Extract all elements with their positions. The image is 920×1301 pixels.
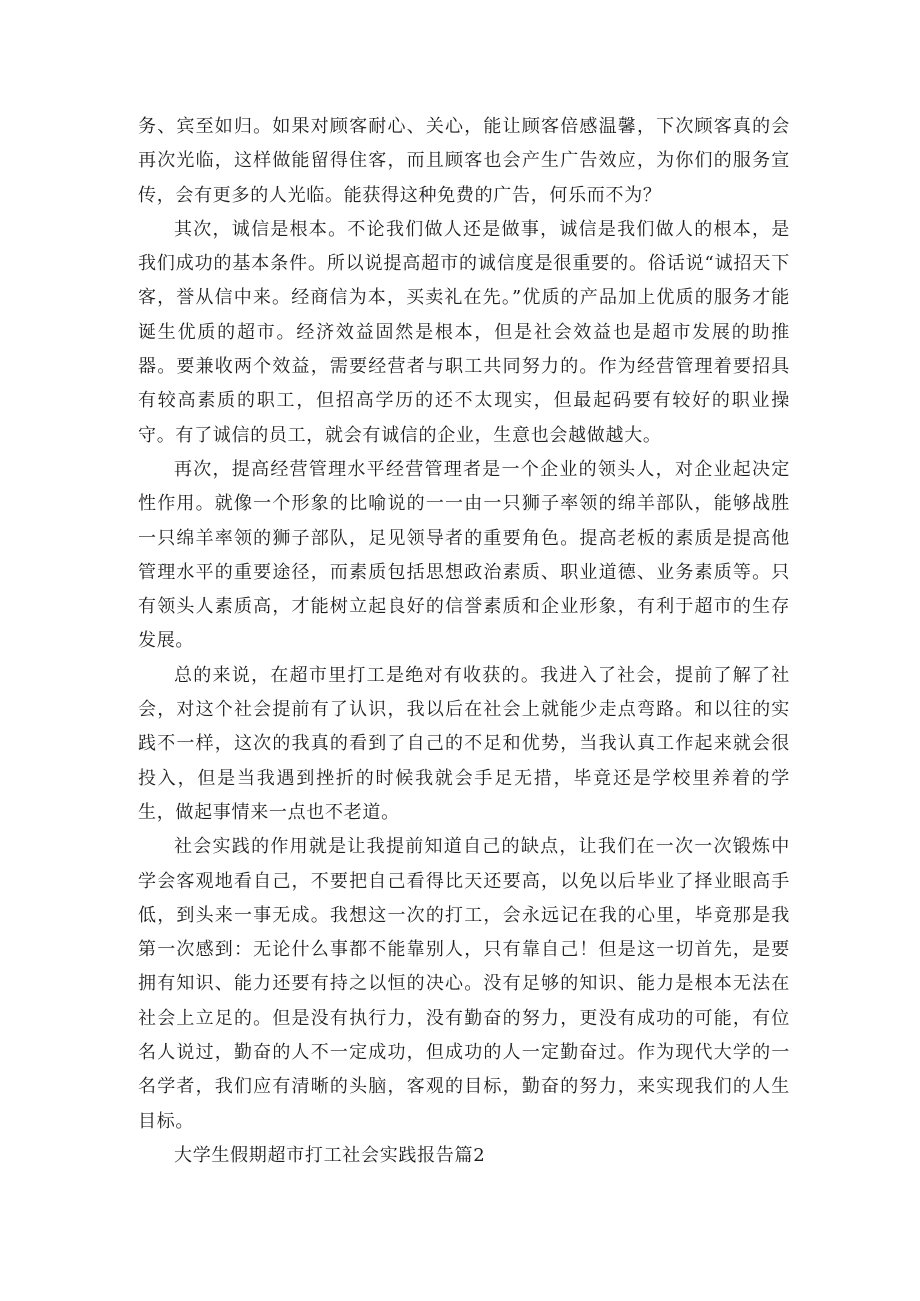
paragraph-management: 再次，提高经营管理水平经营管理者是一个企业的领头人，对企业起决定性作用。就像一个形象的比喻说的一一由一只狮子率领的绵羊部队，能够战胜一只绵羊率领的狮子部队，足见领导者的重要角色。提高老板的素质是提高他管理水平的重要途径，而素质包括思想政治素质、职业道德、业务素质等。只有领头人素质高，才能树立起良好的信誉素质和企业形象，有利于超市的生存发展。 <box>138 458 790 652</box>
paragraph-summary: 总的来说，在超市里打工是绝对有收获的。我进入了社会，提前了解了社会，对这个社会提前有了认识，我以后在社会上就能少走点弯路。和以往的实践不一样，这次的我真的看到了自己的不足和优势，当我认真工作起来就会很投入，但是当我遇到挫折的时候我就会手足无措，毕竟还是学校里养着的学生，做起事情来一点也不老道。 <box>138 664 790 823</box>
paragraph-integrity: 其次，诚信是根本。不论我们做人还是做事，诚信是我们做人的根本，是我们成功的基本条件。所以说提高超市的诚信度是很重要的。俗话说“诚招天下客，誉从信中来。经商信为本，买卖礼在先。”优质的产品加上优质的服务才能诞生优质的超市。经济效益固然是根本，但是社会效益也是超市发展的助推器。要兼收两个效益，需要经营者与职工共同努力的。作为经营管理着要招具有较高素质的职工，但招高学历的还不太现实，但最起码要有较好的职业操守。有了诚信的员工，就会有诚信的企业，生意也会越做越大。 <box>138 218 790 446</box>
paragraph-practice: 社会实践的作用就是让我提前知道自己的缺点，让我们在一次一次锻炼中学会客观地看自己，不要把自己看得比天还要高，以免以后毕业了择业眼高手低，到头来一事无成。我想这一次的打工，会永远记在我的心里，毕竟那是我第一次感到：无论什么事都不能靠别人，只有靠自己！但是这一切首先，是要拥有知识、能力还要有持之以恒的决心。没有足够的知识、能力是根本无法在社会上立足的。但是没有执行力，没有勤奋的努力，更没有成功的可能，有位名人说过，勤奋的人不一定成功，但成功的人一定勤奋过。作为现代大学的一名学者，我们应有清晰的头脑，客观的目标，勤奋的努力，来实现我们的人生目标。 <box>138 836 790 1132</box>
paragraph-continuation: 务、宾至如归。如果对顾客耐心、关心，能让顾客倍感温馨，下次顾客真的会再次光临，这样做能留得住客，而且顾客也会产生广告效应，为你们的服务宣传，会有更多的人光临。能获得这种免费的广告，何乐而不为？ <box>138 116 790 206</box>
document-page <box>138 110 790 1173</box>
section-title: 大学生假期超市打工社会实践报告篇2 <box>174 1144 486 1166</box>
